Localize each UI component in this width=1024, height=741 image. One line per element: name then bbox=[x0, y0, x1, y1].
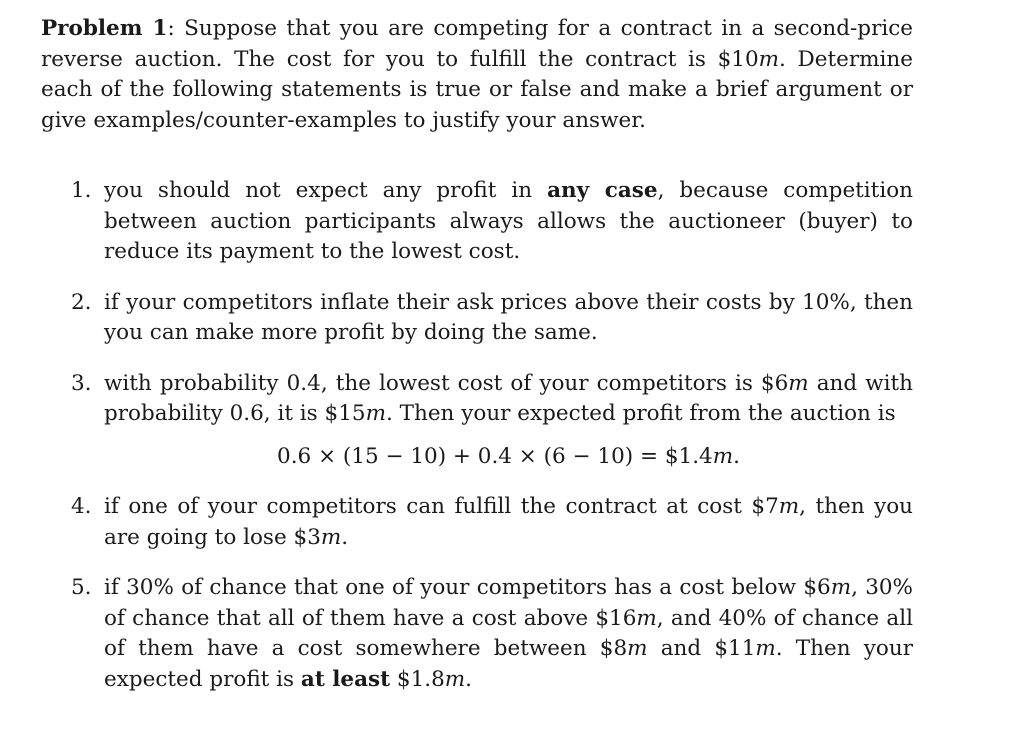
math-unit: m bbox=[830, 575, 852, 600]
statement-text: . bbox=[341, 524, 349, 550]
intro-text: : Suppose that you are competing for a contract in a second-price reverse auction. The cost for you to fulfill the contract is $10 bbox=[41, 16, 913, 72]
statement-list bbox=[41, 176, 913, 695]
statement-number: 2. bbox=[71, 289, 92, 315]
statement-text: , because competition between auction participants always allows the auctioneer (buyer) to reduce its payment to the lowest cost. bbox=[104, 178, 913, 264]
equation-end: . bbox=[733, 443, 740, 469]
statement-text: , and 40% of chance all of them have a cost somewhere between $8 bbox=[104, 605, 913, 661]
statement-text: . Then your expected profit is bbox=[104, 636, 913, 692]
math-unit: m bbox=[627, 636, 648, 661]
statement-number: 1. bbox=[71, 178, 92, 203]
statement-4 bbox=[41, 492, 913, 553]
problem-label: Problem 1 bbox=[41, 16, 168, 41]
problem-intro bbox=[41, 14, 913, 136]
statement-text: you should not expect any profit in bbox=[104, 178, 548, 203]
math-unit: m bbox=[444, 666, 466, 692]
statement-2 bbox=[41, 288, 913, 349]
statement-text: and with probability 0.6, it is $15 bbox=[104, 370, 913, 426]
statement-number: 4. bbox=[71, 494, 92, 519]
statement-text: , then you are going to lose $3 bbox=[104, 494, 914, 550]
math-unit: m bbox=[365, 401, 386, 426]
problem-document bbox=[41, 14, 913, 715]
math-unit: m bbox=[755, 636, 776, 661]
statement-bold: any case bbox=[547, 178, 658, 203]
statement-5 bbox=[41, 573, 913, 695]
statement-text: if your competitors inflate their ask prices above their costs by 10%, then you can make more profit by doing the same. bbox=[104, 289, 913, 345]
statement-text: if one of your competitors can fulfill the contract at cost $7 bbox=[104, 494, 779, 519]
statement-text: with probability 0.4, the lowest cost of your competitors is $6 bbox=[104, 370, 789, 396]
math-unit: m bbox=[778, 494, 800, 519]
math-unit: m bbox=[320, 524, 342, 550]
equation-text: 0.6 × (15 − 10) + 0.4 × (6 − 10) = $1.4 bbox=[277, 443, 713, 469]
intro-unit: m bbox=[758, 46, 780, 72]
statement-3 bbox=[41, 369, 913, 473]
intro-rest: . Determine each of the following statements is true or false and make a brief argument or give examples/counter-examples to justify your answer. bbox=[41, 46, 913, 133]
statement-number: 5. bbox=[71, 575, 92, 600]
expected-profit-equation bbox=[104, 442, 913, 473]
statement-text: . Then your expected profit from the auction is bbox=[385, 401, 896, 426]
math-unit: m bbox=[636, 605, 657, 631]
statement-text: and $11 bbox=[647, 636, 756, 661]
statement-text: . bbox=[465, 666, 473, 692]
statement-bold: at least bbox=[300, 666, 391, 692]
statement-text: , 30% of chance that all of them have a cost above $16 bbox=[104, 575, 913, 631]
statement-number: 3. bbox=[71, 370, 92, 396]
statement-1 bbox=[41, 176, 913, 268]
math-unit: m bbox=[712, 443, 734, 469]
statement-text: if 30% of chance that one of your competitors has a cost below $6 bbox=[104, 575, 831, 600]
math-unit: m bbox=[788, 370, 809, 396]
statement-text: $1.8 bbox=[390, 666, 445, 692]
